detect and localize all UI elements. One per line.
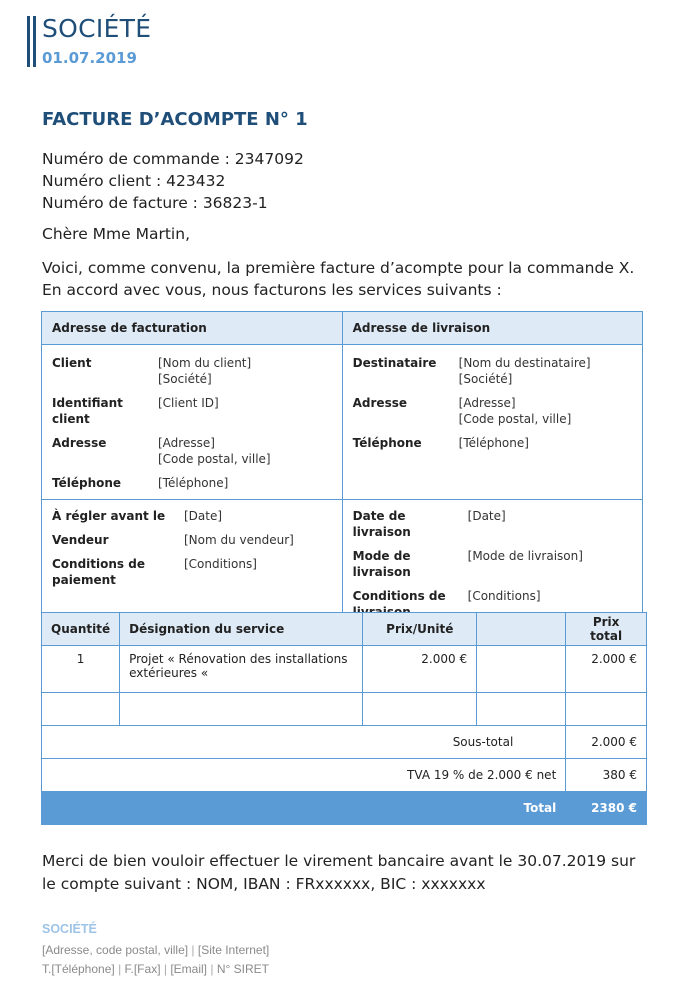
delivery-address-cell [342,345,642,500]
delivery-terms-label: Conditions de [352,589,446,603]
billing-phone-label: Téléphone [52,476,122,490]
client-company: [Société] [158,372,212,386]
designation-header: Désignation du service [120,613,363,646]
invoice-number: Numéro de facture : 36823-1 [42,194,268,212]
delivery-mode-value: [Mode de livraison] [467,549,583,563]
client-label: Client [52,356,92,370]
delivery-date-label: Date de livraison [352,509,411,539]
address-table [41,311,643,631]
shipping-terms-cell [342,500,642,631]
row-extra [477,646,566,693]
vat-label: TVA 19 % de 2.000 € net [42,759,566,792]
delivery-mode-label: Mode de livraison [352,549,411,579]
delivery-street: [Adresse] [458,396,516,410]
due-date-label: À régler avant le [52,509,166,523]
footer-phone: T.[Téléphone] [42,962,115,976]
footer-siret: N° SIRET [216,962,269,976]
footer-website: [Site Internet] [197,943,270,957]
intro-paragraph: Voici, comme convenu, la première facture d’acompte pour la commande X. En accord avec vous, nous facturons les services suivants : [42,259,635,299]
client-number: Numéro client : 423432 [42,172,226,190]
qty-header: Quantité [42,613,120,646]
footer-fax: F.[Fax] [124,962,161,976]
due-date-value: [Date] [184,509,223,523]
client-id-label: Identifiant client [52,396,123,426]
table-row [42,646,647,693]
delivery-phone-label: Téléphone [352,436,422,450]
billing-city: [Code postal, ville] [158,452,271,466]
total-label: Total [42,792,566,825]
footer-address: [Adresse, code postal, ville] [42,943,189,957]
subtotal-value: 2.000 € [566,726,647,759]
delivery-date-value: [Date] [467,509,506,523]
document-date: 01.07.2019 [42,49,137,67]
billing-address-header: Adresse de facturation [42,312,343,345]
row-total: 2.000 € [566,646,647,693]
client-id-value: [Client ID] [158,396,219,410]
invoice-title: FACTURE D’ACOMPTE N° 1 [42,109,308,130]
payment-terms-label: Conditions de paiement [52,557,145,587]
footer-company: SOCIÉTÉ [42,922,97,936]
seller-label: Vendeur [52,533,109,547]
billing-address-label: Adresse [52,436,107,450]
footer-line-2: T.[Téléphone] | F.[Fax] | [Email] | N° SIRET [42,962,269,976]
delivery-address-header: Adresse de livraison [342,312,642,345]
total-value: 2380 € [566,792,647,825]
subtotal-label: Sous-total [42,726,566,759]
order-number: Numéro de commande : 2347092 [42,150,304,168]
payment-instructions: Merci de bien vouloir effectuer le virement bancaire avant le 30.07.2019 sur le compte suivant : NOM, IBAN : FRxxxxxx, BIC : xxxxxxx [42,852,636,893]
delivery-phone-value: [Téléphone] [458,436,529,450]
payment-terms-value: [Conditions] [184,557,257,571]
footer [42,920,269,979]
vat-row [42,759,647,792]
items-table [41,612,647,825]
delivery-terms-value: [Conditions] [467,589,541,603]
unit-price-header: Prix/Unité [363,613,477,646]
row-unit-price: 2.000 € [363,646,477,693]
total-row [42,792,647,825]
footer-email: [Email] [170,962,208,976]
blank-header [477,613,566,646]
billing-phone-value: [Téléphone] [158,476,229,490]
billing-address-cell [42,345,343,500]
recipient-company: [Société] [458,372,513,386]
row-qty: 1 [42,646,120,693]
seller-value: [Nom du vendeur] [184,533,294,547]
payment-terms-cell [42,500,343,631]
vat-value: 380 € [566,759,647,792]
billing-street: [Adresse] [158,436,215,450]
company-name: SOCIÉTÉ [42,14,152,43]
reference-numbers [42,148,304,214]
salutation: Chère Mme Martin, [42,225,190,243]
total-price-header: Prix total [566,613,647,646]
client-name: [Nom du client] [158,356,252,370]
footer-line-1: [Adresse, code postal, ville] | [Site Internet] [42,943,270,957]
delivery-city: [Code postal, ville] [458,412,572,426]
row-designation: Projet « Rénovation des installations extérieures « [120,646,363,693]
subtotal-row [42,726,647,759]
empty-row [42,693,647,726]
delivery-address-label: Adresse [352,396,407,410]
recipient-name: [Nom du destinataire] [458,356,591,370]
recipient-label: Destinataire [352,356,437,370]
header-accent-bars [27,16,36,67]
